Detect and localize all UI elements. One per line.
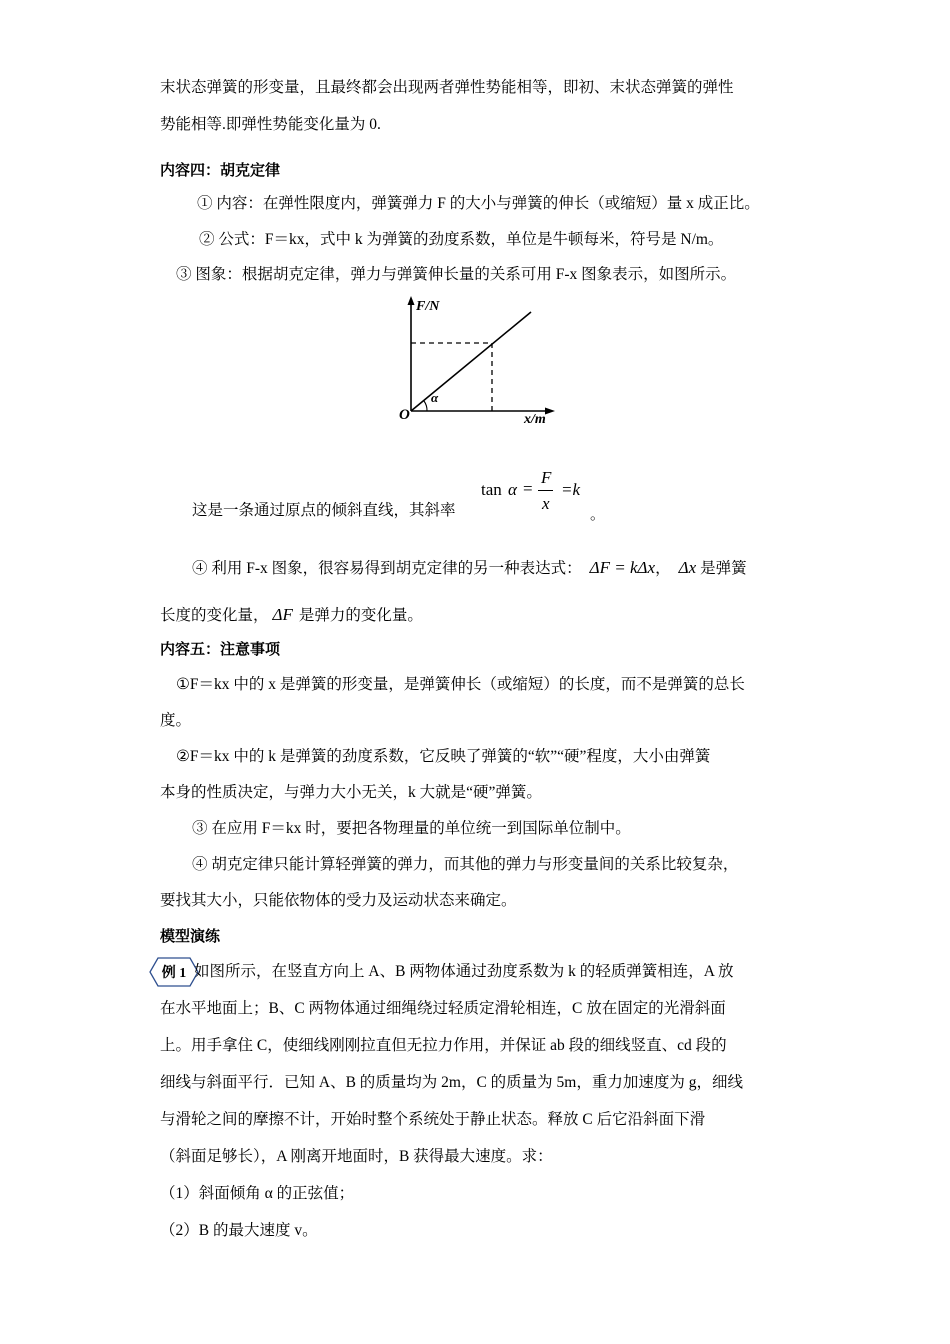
practice-title: 模型演练 (160, 928, 221, 945)
example-line-4: 细线与斜面平行．已知 A、B 的质量均为 2m，C 的质量为 5m，重力加速度为 g，细线 (160, 1074, 743, 1091)
slope-tan: tan (481, 480, 502, 499)
item4-line-2 (160, 605, 423, 626)
slope-eq: = (523, 479, 533, 498)
hooke-graph-desc: ③ 图象：根据胡克定律，弹力与弹簧伸长量的关系可用 F-x 图象表示，如图所示。 (176, 266, 737, 283)
item4-post: 是弹簧 (700, 560, 747, 577)
hooke-content: ① 内容：在弹性限度内，弹簧弹力 F 的大小与弹簧的伸长（或缩短）量 x 成正比。 (197, 195, 760, 212)
y-axis-label: F/N (416, 299, 440, 314)
item4-dF: ΔF (272, 605, 293, 624)
angle-label: α (431, 390, 439, 405)
note-1-line-1: ①F＝kx 中的 x 是弹簧的形变量，是弹簧伸长（或缩短）的长度，而不是弹簧的总长 (176, 676, 745, 693)
item4-formula: ΔF = kΔx (589, 558, 656, 577)
f-x-graph (390, 292, 565, 432)
note-2-line-2: 本身的性质决定，与弹力大小无关，k 大就是“硬”弹簧。 (160, 784, 542, 801)
item4-line2-post: 是弹力的变化量。 (298, 607, 423, 624)
slope-numerator: F (541, 468, 552, 487)
note-3: ③ 在应用 F＝kx 时，要把各物理量的单位统一到国际单位制中。 (192, 820, 631, 837)
question-2: （2）B 的最大速度 v。 (160, 1222, 318, 1239)
intro-line-2: 势能相等.即弹性势能变化量为 0. (160, 116, 381, 133)
origin-label: O (399, 407, 410, 423)
hooke-formula: ② 公式：F＝kx，式中 k 为弹簧的劲度系数，单位是牛顿每米，符号是 N/m。 (199, 231, 724, 248)
slope-denominator: x (542, 494, 550, 513)
x-axis-label: x/m (524, 412, 546, 427)
item4-dx: Δx (678, 558, 697, 577)
example-badge-label: 例 1 (161, 966, 187, 981)
item4-text (192, 558, 747, 579)
item4-sep: ， (655, 560, 671, 577)
question-1: （1）斜面倾角 α 的正弦值； (160, 1185, 355, 1202)
slope-text: 这是一条通过原点的倾斜直线，其斜率 (192, 502, 456, 519)
example-line-1: 如图所示，在竖直方向上 A、B 两物体通过劲度系数为 k 的轻质弹簧相连，A 放 (194, 963, 734, 980)
example-line-3: 上。用手拿住 C，使细线刚刚拉直但无拉力作用，并保证 ab 段的细线竖直、cd 段的 (160, 1037, 727, 1054)
example-line-2: 在水平地面上；B、C 两物体通过细绳绕过轻质定滑轮相连，C 放在固定的光滑斜面 (160, 1000, 726, 1017)
item4-pre: ④ 利用 F-x 图象，很容易得到胡克定律的另一种表达式： (192, 560, 582, 577)
note-1-line-2: 度。 (160, 712, 192, 729)
section-5-title: 内容五：注意事项 (160, 641, 281, 658)
slope-end: 。 (590, 507, 606, 523)
example-badge (148, 956, 200, 988)
example-line-6: （斜面足够长），A 刚离开地面时，B 获得最大速度。求： (160, 1148, 553, 1165)
fraction-bar (538, 490, 553, 491)
note-2-line-1: ②F＝kx 中的 k 是弹簧的劲度系数，它反映了弹簧的“软”“硬”程度，大小由弹簧 (176, 748, 711, 765)
slope-k: =k (561, 480, 581, 499)
slope-alpha: α (508, 480, 517, 499)
slope-formula (481, 466, 606, 523)
example-line-5: 与滑轮之间的摩擦不计，开始时整个系统处于静止状态。释放 C 后它沿斜面下滑 (160, 1111, 706, 1128)
intro-line-1: 末状态弹簧的形变量，且最终都会出现两者弹性势能相等，即初、末状态弹簧的弹性 (160, 79, 734, 96)
note-4-line-2: 要找其大小，只能依物体的受力及运动状态来确定。 (160, 892, 517, 909)
item4-line2-pre: 长度的变化量， (160, 607, 269, 624)
section-4-title: 内容四：胡克定律 (160, 162, 281, 179)
note-4-line-1: ④ 胡克定律只能计算轻弹簧的弹力，而其他的弹力与形变量间的关系比较复杂， (192, 856, 739, 873)
